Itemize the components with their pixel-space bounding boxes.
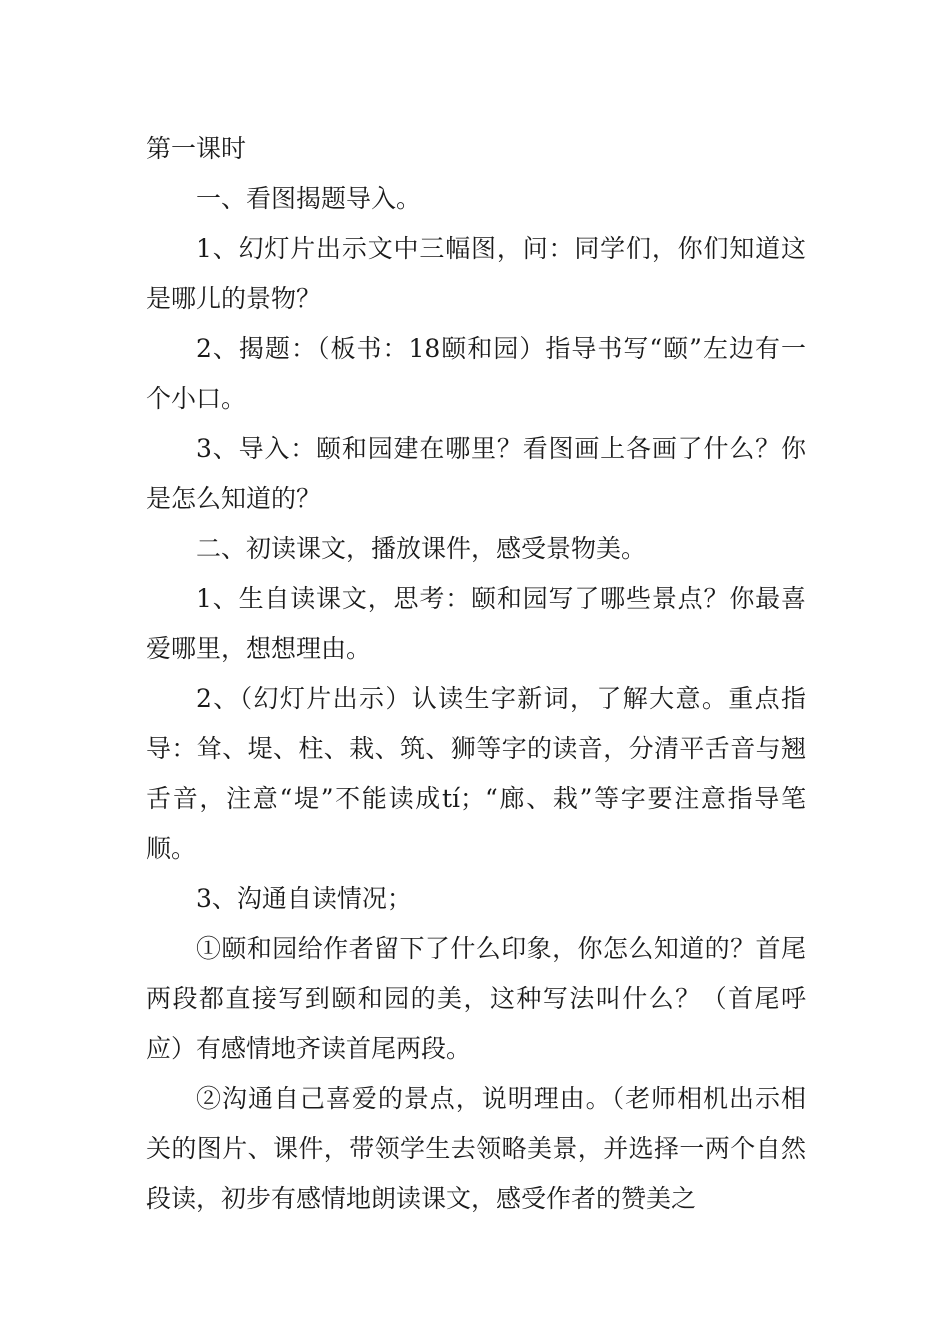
document-body (146, 124, 806, 1224)
section-one-title: 一、看图揭题导入。 (196, 184, 422, 213)
paragraph-communication: 3、沟通自读情况； (196, 884, 412, 913)
lesson-heading: 第一课时 (146, 134, 247, 163)
paragraph-slide-question: 1、幻灯片出示文中三幅图，问：同学们，你们知道这是哪儿的景物？ (146, 234, 806, 313)
section-two-title: 二、初读课文，播放课件，感受景物美。 (196, 534, 647, 563)
paragraph-self-reading: 1、生自读课文，思考：颐和园写了哪些景点？你最喜爱哪里，想想理由。 (146, 584, 806, 663)
paragraph-introduction: 3、导入：颐和园建在哪里？看图画上各画了什么？你是怎么知道的？ (146, 434, 806, 513)
paragraph-favorite-scenery: ②沟通自己喜爱的景点，说明理由。（老师相机出示相关的图片、课件，带领学生去领略美景，并选择一两个自然段读，初步有感情地朗读课文，感受作者的赞美之 (146, 1084, 806, 1213)
paragraph-new-words: 2、（幻灯片出示）认读生字新词，了解大意。重点指导：耸、堤、柱、栽、筑、狮等字的读音，分清平舌音与翘舌音，注意“堤”不能读成tí；“廊、栽”等字要注意指导笔顺。 (146, 684, 806, 863)
paragraph-impression: ①颐和园给作者留下了什么印象，你怎么知道的？首尾两段都直接写到颐和园的美，这种写法叫什么？（首尾呼应）有感情地齐读首尾两段。 (146, 934, 806, 1063)
paragraph-reveal-title: 2、揭题：（板书：18颐和园）指导书写“颐”左边有一个小口。 (146, 334, 806, 413)
